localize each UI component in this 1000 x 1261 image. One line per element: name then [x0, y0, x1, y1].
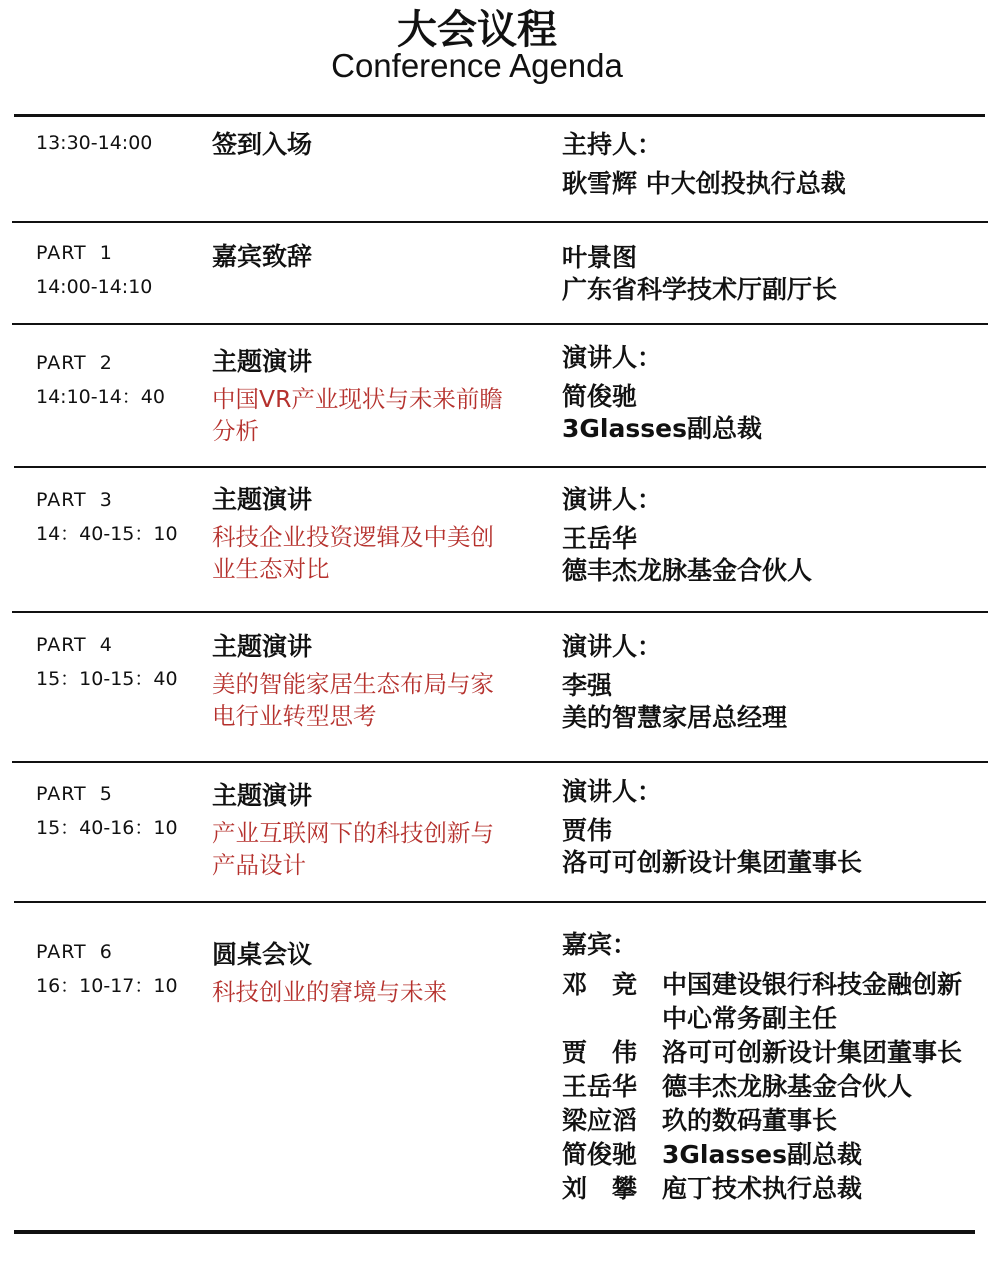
part-label: PART 2 — [36, 352, 113, 374]
page-title: 大会议程 — [397, 7, 557, 53]
guest-title-line: 中国建设银行科技金融创新 — [662, 970, 963, 999]
time-column — [36, 346, 165, 414]
guest-title-line: 德丰杰龙脉基金合伙人 — [662, 1072, 913, 1101]
talk-title-line: 产品设计 — [212, 851, 306, 879]
guest-title-line: 中心常务副主任 — [662, 1004, 838, 1033]
guest-title-line: 庖丁技术执行总裁 — [662, 1174, 863, 1203]
speaker-title: 洛可可创新设计集团董事长 — [562, 848, 863, 877]
session-type: 主题演讲 — [212, 347, 313, 376]
session-type: 签到入场 — [212, 130, 313, 159]
section-divider — [14, 901, 986, 903]
guest-name: 梁应滔 — [562, 1106, 638, 1135]
guest-column — [562, 928, 962, 1206]
speaker-info: 耿雪辉 中大创投执行总裁 — [562, 169, 846, 198]
guest-name: 贾 伟 — [562, 1038, 638, 1067]
guest-name: 王岳华 — [562, 1072, 638, 1101]
part-label: PART 5 — [36, 783, 113, 805]
session-column — [212, 779, 494, 881]
guest-item — [562, 1138, 962, 1172]
speaker-column — [562, 483, 812, 587]
speaker-name: 简俊驰 — [562, 382, 638, 411]
speaker-title: 广东省科学技术厅副厅长 — [562, 275, 838, 304]
speaker-role-label: 演讲人： — [562, 343, 663, 372]
talk-title-line: 产业互联网下的科技创新与 — [212, 819, 494, 847]
speaker-role-label: 主持人： — [562, 130, 663, 159]
talk-title-line: 科技企业投资逻辑及中美创 — [212, 523, 494, 551]
session-column — [212, 345, 503, 447]
session-time: 15：10-15：40 — [36, 668, 178, 690]
guest-item — [562, 968, 962, 1036]
session-column — [212, 938, 447, 1008]
speaker-title: 美的智慧家居总经理 — [562, 703, 788, 732]
session-time: 14：40-15：10 — [36, 523, 178, 545]
session-type: 主题演讲 — [212, 485, 313, 514]
speaker-name: 贾伟 — [562, 816, 613, 845]
section-divider — [12, 761, 988, 763]
part-label: PART 1 — [36, 242, 113, 264]
session-type: 圆桌会议 — [212, 940, 313, 969]
session-time: 16：10-17：10 — [36, 975, 178, 997]
talk-title-line: 业生态对比 — [212, 555, 330, 583]
guest-item — [562, 1036, 962, 1070]
talk-title-line: 科技创业的窘境与未来 — [212, 978, 447, 1006]
talk-title-line: 美的智能家居生态布局与家 — [212, 670, 494, 698]
guest-title — [662, 1138, 862, 1172]
guest-title — [662, 1104, 837, 1138]
time-column — [36, 935, 178, 1003]
guest-name: 邓 竞 — [562, 970, 638, 999]
guest-item — [562, 1172, 962, 1206]
guest-title-line: 3Glasses副总裁 — [662, 1140, 862, 1169]
speaker-role-label: 演讲人： — [562, 777, 663, 806]
session-column — [212, 240, 312, 278]
speaker-name: 李强 — [562, 671, 613, 700]
session-time: 14:00-14:10 — [36, 276, 153, 298]
time-column — [36, 777, 178, 845]
part-label: PART 3 — [36, 489, 113, 511]
guest-title — [662, 968, 962, 1036]
section-divider — [12, 611, 988, 613]
time-column — [36, 628, 178, 696]
guest-title — [662, 1036, 962, 1070]
speaker-name: 叶景图 — [562, 243, 638, 272]
guest-item — [562, 1070, 962, 1104]
page-subtitle: Conference Agenda — [331, 47, 623, 84]
guest-role-label: 嘉宾： — [562, 930, 638, 959]
guest-title-line: 洛可可创新设计集团董事长 — [662, 1038, 963, 1067]
speaker-title: 3Glasses副总裁 — [562, 414, 762, 443]
time-column — [36, 236, 152, 304]
section-divider — [14, 466, 986, 468]
session-time: 13:30-14:00 — [36, 132, 153, 154]
talk-title-line: 分析 — [212, 417, 259, 445]
session-type: 主题演讲 — [212, 781, 313, 810]
section-divider — [12, 221, 988, 223]
part-label: PART 4 — [36, 634, 113, 656]
guest-item — [562, 1104, 962, 1138]
guest-name: 简俊驰 — [562, 1140, 638, 1169]
session-column — [212, 128, 312, 166]
session-time: 15：40-16：10 — [36, 817, 178, 839]
session-column — [212, 630, 494, 732]
talk-title-line: 电行业转型思考 — [212, 702, 377, 730]
talk-title-line: 中国VR产业现状与未来前瞻 — [212, 385, 503, 413]
session-type: 主题演讲 — [212, 632, 313, 661]
session-column — [212, 483, 494, 585]
speaker-column — [562, 775, 862, 879]
speaker-title: 德丰杰龙脉基金合伙人 — [562, 556, 813, 585]
session-type: 嘉宾致辞 — [212, 242, 313, 271]
speaker-column — [562, 242, 837, 306]
bottom-rule — [14, 1230, 975, 1234]
top-rule — [14, 114, 985, 117]
part-label: PART 6 — [36, 941, 113, 963]
speaker-column — [562, 341, 762, 445]
guest-title-line: 玖的数码董事长 — [662, 1106, 838, 1135]
time-column — [36, 483, 178, 551]
speaker-column — [562, 128, 846, 200]
speaker-role-label: 演讲人： — [562, 632, 663, 661]
speaker-column — [562, 630, 787, 734]
speaker-role-label: 演讲人： — [562, 485, 663, 514]
speaker-name: 王岳华 — [562, 524, 638, 553]
guest-name: 刘 攀 — [562, 1174, 638, 1203]
guest-title — [662, 1070, 912, 1104]
guest-title — [662, 1172, 862, 1206]
time-column — [36, 126, 152, 160]
section-divider — [12, 323, 988, 325]
session-time: 14:10-14：40 — [36, 386, 165, 408]
